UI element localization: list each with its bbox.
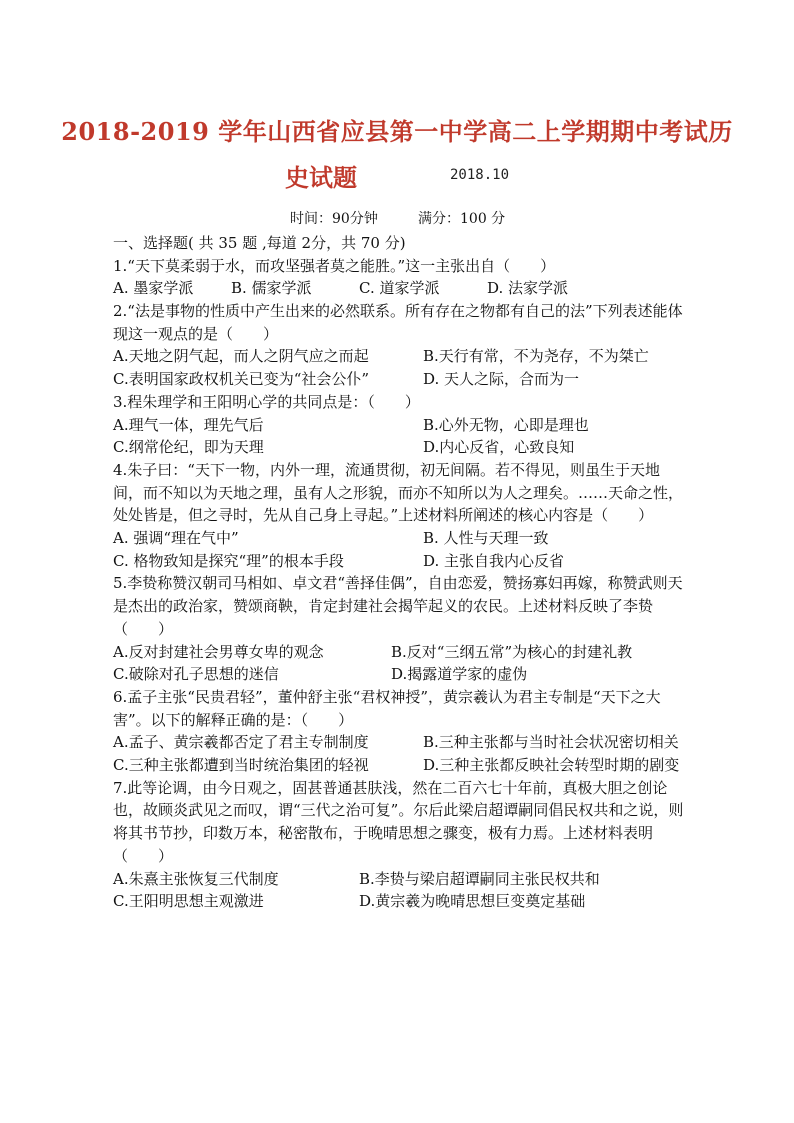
option-b: B. 儒家学派 <box>231 279 312 298</box>
exam-time: 时间：90分钟 <box>290 211 378 227</box>
option-c: C.纲常伦纪，即为天理 <box>113 438 264 457</box>
exam-title-row2 <box>0 158 794 192</box>
question-6 <box>113 686 688 777</box>
exam-title-line2: 史试题 <box>285 163 357 192</box>
option-list <box>113 277 688 300</box>
option-d: D. 法家学派 <box>487 279 569 298</box>
option-b: B.三种主张都与当时社会状况密切相关 <box>423 733 679 752</box>
option-a: A.反对封建社会男尊女卑的观念 <box>113 642 324 661</box>
question-stem: 5.李贽称赞汉朝司马相如、卓文君“善择佳偶”，自由恋爱，赞扬寡妇再嫁，称赞武则天是杰出的政治家，赞颂商鞅，肯定封建社会揭竿起义的农民。上述材料反映了李贽（ ） <box>113 574 683 638</box>
option-b: B. 人性与天理一致 <box>423 529 549 548</box>
exam-score: 满分：100 分 <box>418 211 506 227</box>
option-list <box>113 731 688 776</box>
option-a: A.朱熹主张恢复三代制度 <box>113 869 279 888</box>
question-2 <box>113 300 688 391</box>
question-stem: 7.此等论调，由今日观之，固甚普通甚肤浅，然在二百六七十年前，真极大胆之创论也，故顾炎武见之而叹，谓“三代之治可复”。尔后此梁启超谭嗣同倡民权共和之说，则将其书节抄，印数万本，秘密散布，于晚晴思想之骤变，极有力焉。上述材料表明（ ） <box>113 778 684 865</box>
option-c: C.表明国家政权机关已变为“社会公仆” <box>113 370 370 389</box>
option-d: D. 天人之际，合而为一 <box>423 370 580 389</box>
question-3 <box>113 391 688 459</box>
option-a: A.天地之阴气起，而人之阴气应之而起 <box>113 347 369 366</box>
option-list <box>113 641 688 686</box>
option-d: D.揭露道学家的虚伪 <box>391 665 528 684</box>
question-stem: 4.朱子曰：“天下一物，内外一理，流通贯彻，初无间隔。若不得见，则虽生于天地间，而不知以为天地之理，虽有人之形貌，而亦不知所以为人之理矣。……天命之性，处处皆是，但之寻时，先从自己身上寻起。”上述材料所阐述的核心内容是（ ） <box>113 460 684 525</box>
option-d: D.内心反省，心致良知 <box>423 438 575 457</box>
option-a: A. 墨家学派 <box>113 279 194 298</box>
option-c: C.三种主张都遭到当时统治集团的轻视 <box>113 755 369 774</box>
option-c: C.王阳明思想主观激进 <box>113 892 264 911</box>
option-list <box>113 345 688 390</box>
option-d: D. 主张自我内心反省 <box>423 551 565 570</box>
option-b: B.天行有常，不为尧存，不为桀亡 <box>423 347 649 366</box>
option-b: B.心外无物，心即是理也 <box>423 415 589 434</box>
question-7 <box>113 777 688 913</box>
option-c: C.破除对孔子思想的迷信 <box>113 665 279 684</box>
option-list <box>113 527 688 572</box>
option-list <box>113 868 688 913</box>
question-stem: 1.“天下莫柔弱于水，而攻坚强者莫之能胜。”这一主张出自（ ） <box>113 256 556 275</box>
option-b: B.反对“三纲五常”为核心的封建礼教 <box>391 642 633 661</box>
option-c: C. 格物致知是探究“理”的根本手段 <box>113 551 344 570</box>
option-list <box>113 414 688 459</box>
exam-body <box>113 232 688 913</box>
question-stem: 6.孟子主张“民贵君轻”，董仲舒主张“君权神授”，黄宗羲认为君主专制是“天下之大害”。以下的解释正确的是：（ ） <box>113 687 661 729</box>
option-a: A.孟子、黄宗羲都否定了君主专制制度 <box>113 733 369 752</box>
option-c: C. 道家学派 <box>359 279 440 298</box>
option-d: D.黄宗羲为晚晴思想巨变奠定基础 <box>359 892 586 911</box>
option-d: D.三种主张都反映社会转型时期的剧变 <box>423 755 680 774</box>
question-4 <box>113 459 688 572</box>
question-stem: 2.“法是事物的性质中产生出来的必然联系。所有存在之物都有自己的法”下列表述能体现这一观点的是（ ） <box>113 302 683 343</box>
exam-title-line1: 2018-2019 学年山西省应县第一中学高二上学期期中考试历 <box>61 117 733 146</box>
option-a: A. 强调“理在气中” <box>113 529 239 548</box>
question-5 <box>113 572 688 685</box>
exam-date: 2018.10 <box>450 167 510 183</box>
option-b: B.李贽与梁启超谭嗣同主张民权共和 <box>359 869 600 888</box>
question-stem: 3.程朱理学和王阳明心学的共同点是：（ ） <box>113 392 420 411</box>
section-heading: 一、选择题( 共 35 题 ,每道 2分，共 70 分) <box>113 234 406 252</box>
option-a: A.理气一体，理先气后 <box>113 415 264 434</box>
question-1 <box>113 255 688 300</box>
